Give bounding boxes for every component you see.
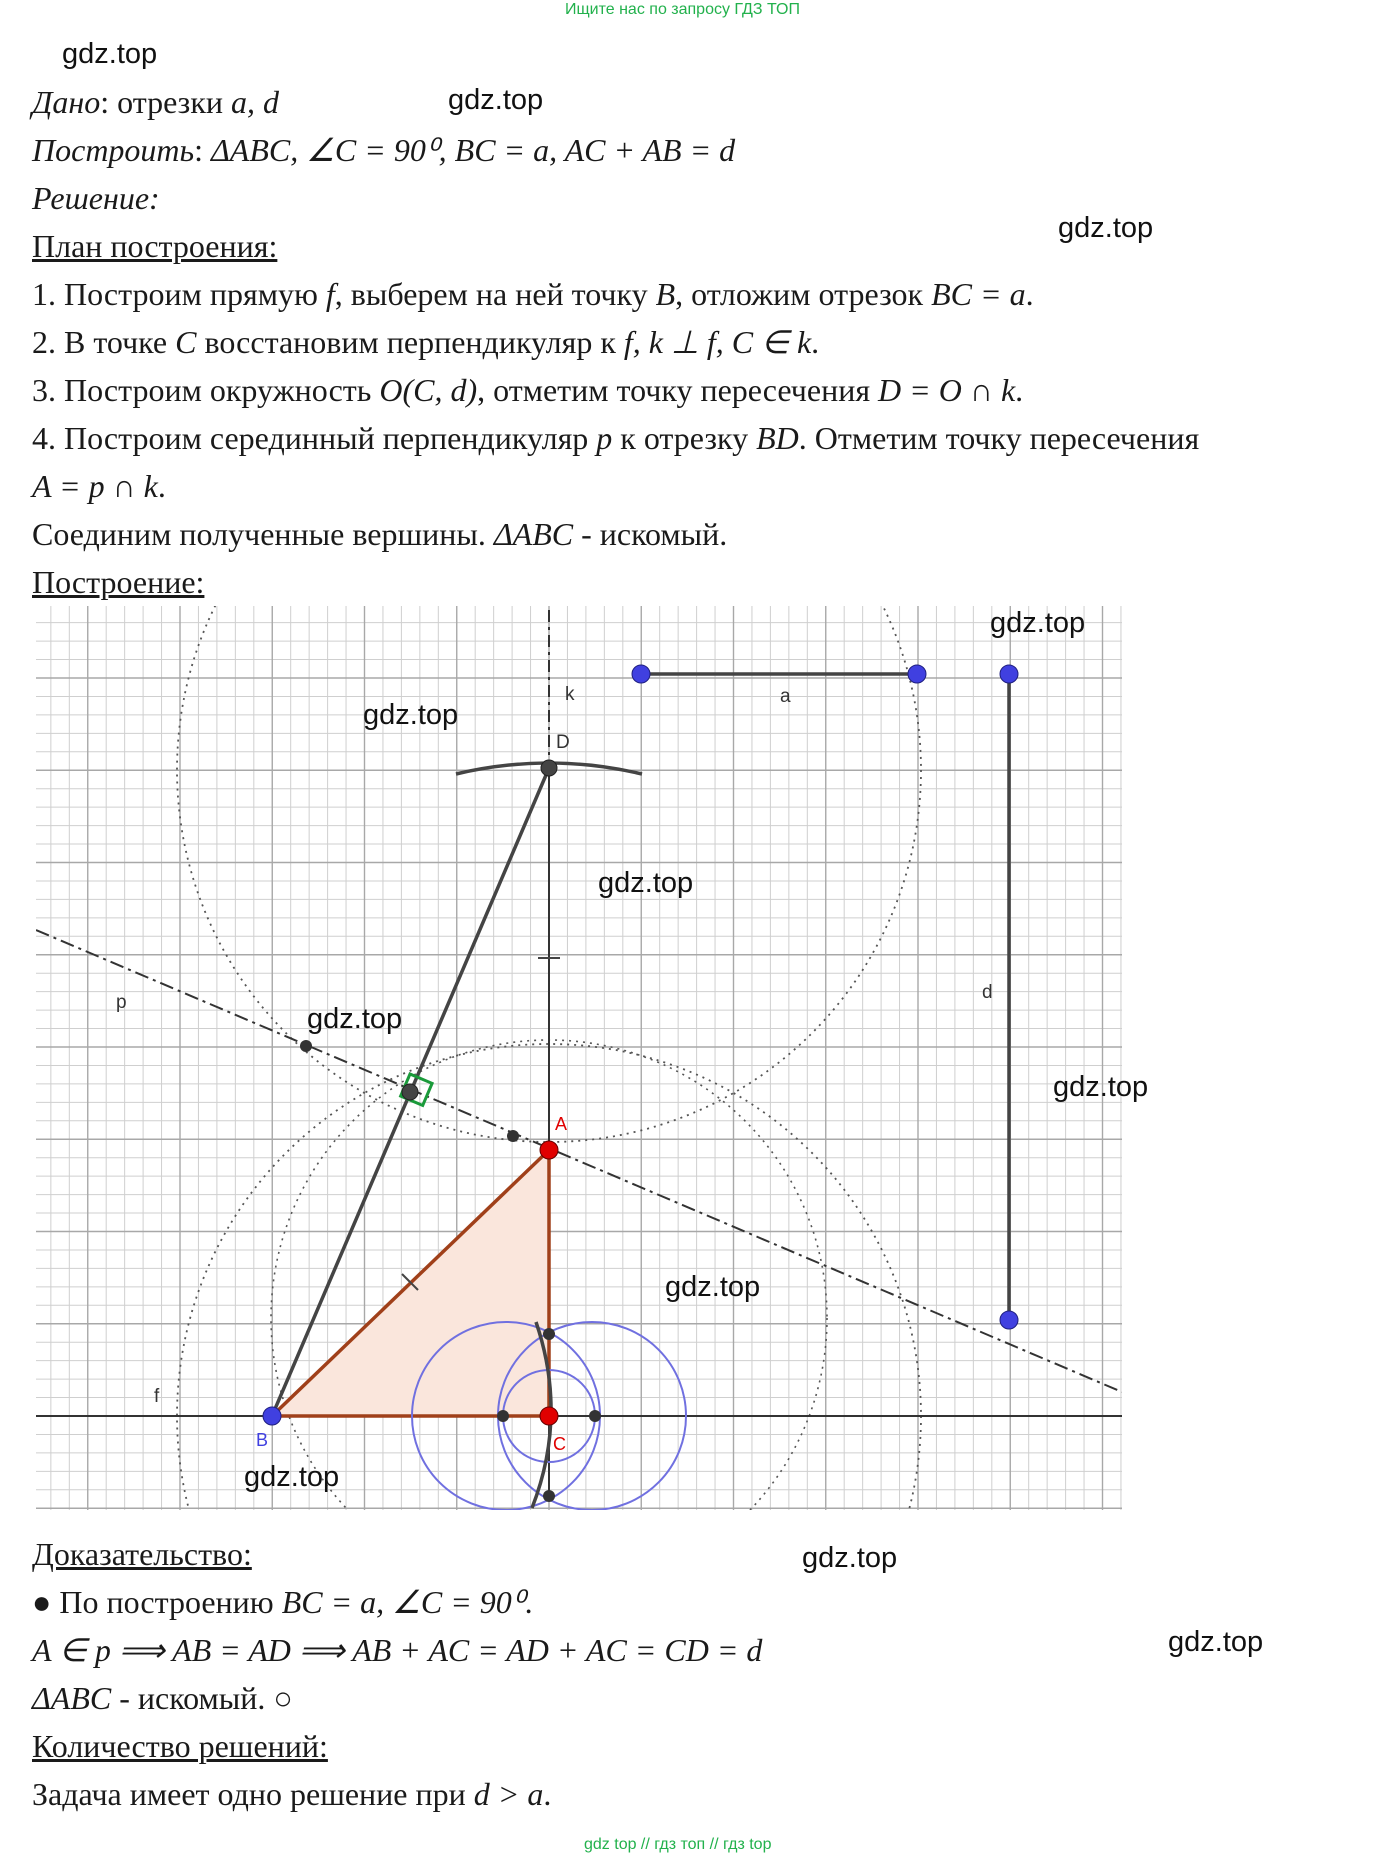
plan-step-1: 1. Построим прямую f, выберем на ней точку B, отложим отрезок BC = a. (32, 276, 1034, 312)
given-label: Дано (32, 84, 101, 120)
label-A: A (555, 1114, 568, 1134)
point-helper (543, 1490, 555, 1502)
plan-step-4-cont: A = p ∩ k. (32, 468, 166, 504)
watermark: gdz.top (665, 1271, 761, 1303)
plan-heading: План построения: (32, 228, 278, 264)
solution-label: Решение: (32, 180, 160, 216)
label-a: a (780, 686, 791, 707)
label-d-segment: d (982, 982, 993, 1003)
plan-step-2: 2. В точке C восстановим перпендикуляр к f, k ⊥ f, C ∈ k. (32, 324, 820, 360)
watermark: gdz.top (448, 84, 544, 116)
watermark: gdz.top (363, 699, 459, 731)
plan-step-3: 3. Построим окружность O(C, d), отметим точку пересечения D = O ∩ k. (32, 372, 1024, 408)
watermark: gdz.top (1058, 212, 1154, 244)
label-f: f (154, 1386, 160, 1407)
top-banner: Ищите нас по запросу ГДЗ ТОП (565, 1, 800, 18)
point-d-start (1000, 665, 1018, 683)
watermark: gdz.top (244, 1461, 340, 1493)
point-helper (507, 1130, 519, 1142)
construct-text: : (194, 132, 211, 168)
proof-line-1: ● По построению BC = a, ∠C = 90⁰. (32, 1584, 533, 1620)
grid (36, 606, 1122, 1510)
watermark: gdz.top (1168, 1626, 1264, 1658)
label-C: C (553, 1434, 566, 1454)
watermark: gdz.top (990, 607, 1086, 639)
point-a-start (632, 665, 650, 683)
point-b (263, 1407, 281, 1425)
point-c (540, 1407, 558, 1425)
point-a-end (908, 665, 926, 683)
label-B: B (256, 1430, 269, 1450)
point-helper (543, 1328, 555, 1340)
construct-label: Построить (32, 132, 195, 168)
plan-step-5: Соединим полученные вершины. ΔABC - искомый. (32, 516, 728, 552)
label-D: D (556, 732, 570, 753)
construct-math: ΔABC, ∠C = 90⁰, BC = a, AC + AB = d (210, 132, 736, 168)
point-midpoint (402, 1084, 418, 1100)
point-helper (497, 1410, 509, 1422)
point-d (541, 760, 557, 776)
watermark: gdz.top (62, 38, 158, 70)
count-heading: Количество решений: (32, 1728, 328, 1764)
point-d-end (1000, 1311, 1018, 1329)
watermark: gdz.top (307, 1003, 403, 1035)
given-math: a, d (230, 84, 279, 120)
watermark: gdz.top (598, 867, 694, 899)
proof-line-2: A ∈ p ⟹ AB = AD ⟹ AB + AC = AD + AC = CD = d (32, 1632, 763, 1668)
watermark: gdz.top (802, 1542, 898, 1574)
given-text: : отрезки (100, 84, 231, 120)
point-helper (300, 1040, 312, 1052)
proof-line-3: ΔABC - искомый. ○ (32, 1680, 293, 1716)
watermark: gdz.top (1053, 1071, 1149, 1103)
construction-heading: Построение: (32, 564, 205, 600)
label-k: k (565, 684, 575, 705)
proof-heading: Доказательство: (32, 1536, 252, 1572)
count-line: Задача имеет одно решение при d > a. (32, 1776, 552, 1812)
label-p: p (116, 992, 127, 1013)
footer-links[interactable]: gdz top // гдз топ // гдз top (584, 1836, 772, 1853)
plan-step-4: 4. Построим серединный перпендикуляр p к отрезку BD. Отметим точку пересечения (32, 420, 1200, 456)
point-helper (589, 1410, 601, 1422)
point-a (540, 1141, 558, 1159)
